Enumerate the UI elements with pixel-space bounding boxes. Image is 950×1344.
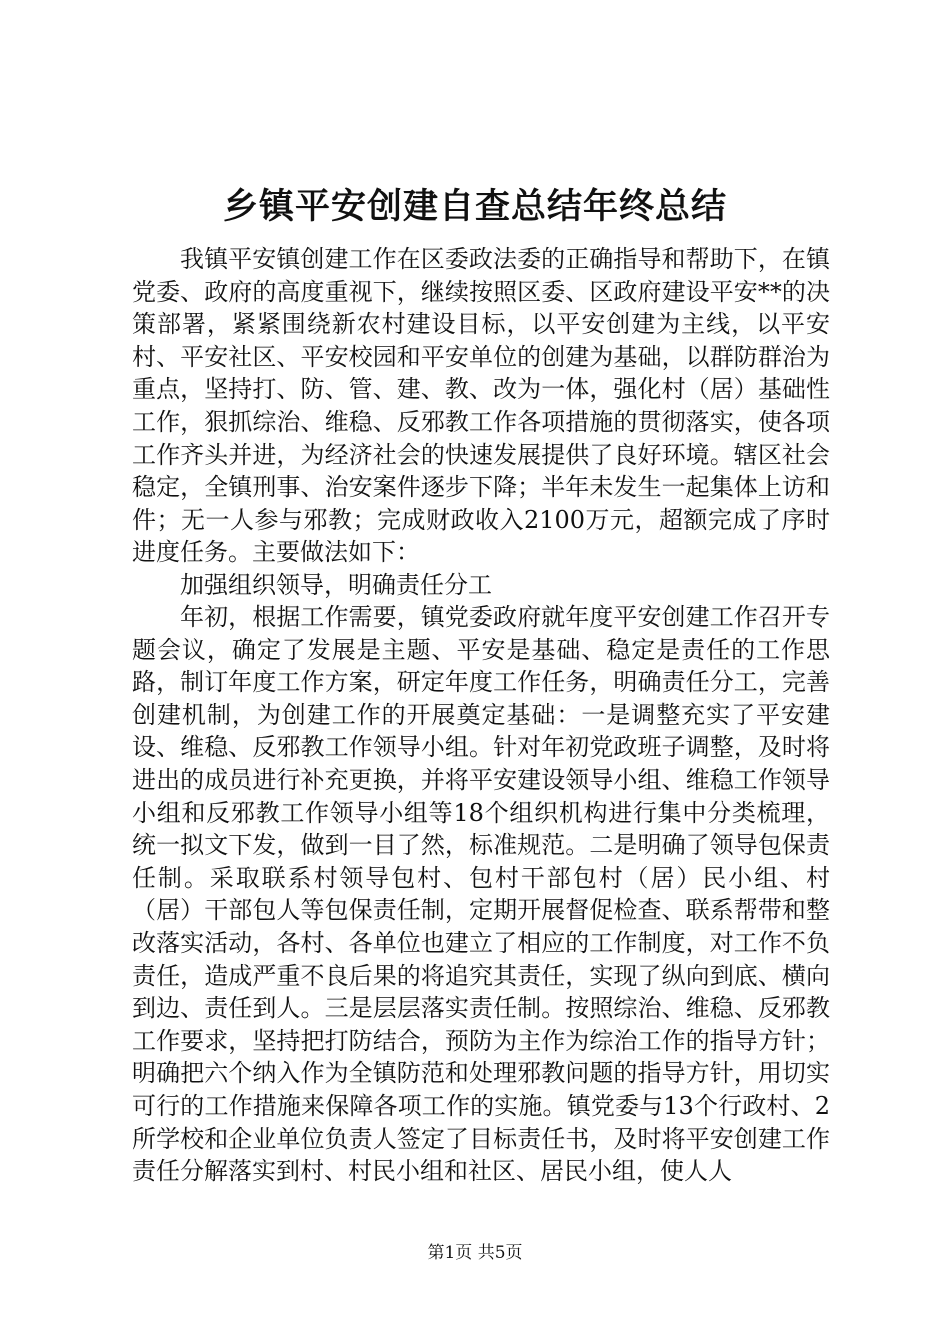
section-heading: 加强组织领导，明确责任分工: [180, 571, 492, 599]
paragraph-intro: 我镇平安镇创建工作在区委政法委的正确指导和帮助下，在镇党委、政府的高度重视下，继续按照区委、区政府建设平安**的决策部署，紧紧围绕新农村建设目标，以平安创建为主线，以平安村、平安社区、平安校园和平安单位的创建为基础，以群防群治为重点，坚持打、防、管、建、教、改为一体，强化村（居）基础性工作，狠抓综治、维稳、反邪教工作各项措施的贯彻落实，使各项工作齐头并进，为经济社会的快速发展提供了良好环境。辖区社会稳定，全镇刑事、治安案件逐步下降；半年未发生一起集体上访和件；无一人参与邪教；完成财政收入2100万元，超额完成了序时进度任务。主要做法如下：: [132, 245, 830, 567]
paragraph-section-1: 年初，根据工作需要，镇党委政府就年度平安创建工作召开专题会议，确定了发展是主题、平安是基础、稳定是责任的工作思路，制订年度工作方案，研定年度工作任务，明确责任分工，完善创建机制，为创建工作的开展奠定基础：一是调整充实了平安建设、维稳、反邪教工作领导小组。针对年初党政班子调整，及时将进出的成员进行补充更换，并将平安建设领导小组、维稳工作领导小组和反邪教工作领导小组等18个组织机构进行集中分类梳理，统一拟文下发，做到一目了然，标准规范。二是明确了领导包保责任制。采取联系村领导包村、包村干部包村（居）民小组、村（居）干部包人等包保责任制，定期开展督促检查、联系帮带和整改落实活动，各村、各单位也建立了相应的工作制度，对工作不负责任，造成严重不良后果的将追究其责任，实现了纵向到底、横向到边、责任到人。三是层层落实责任制。按照综治、维稳、反邪教工作要求，坚持把打防结合，预防为主作为综治工作的指导方针；明确把六个纳入作为全镇防范和处理邪教问题的指导方针，用切实可行的工作措施来保障各项工作的实施。镇党委与13个行政村、2所学校和企业单位负责人签定了目标责任书，及时将平安创建工作责任分解落实到村、村民小组和社区、居民小组，使人人: [132, 603, 830, 1186]
page-footer: 第1页 共5页: [427, 1243, 523, 1263]
document-title: 乡镇平安创建自查总结年终总结: [222, 186, 727, 227]
